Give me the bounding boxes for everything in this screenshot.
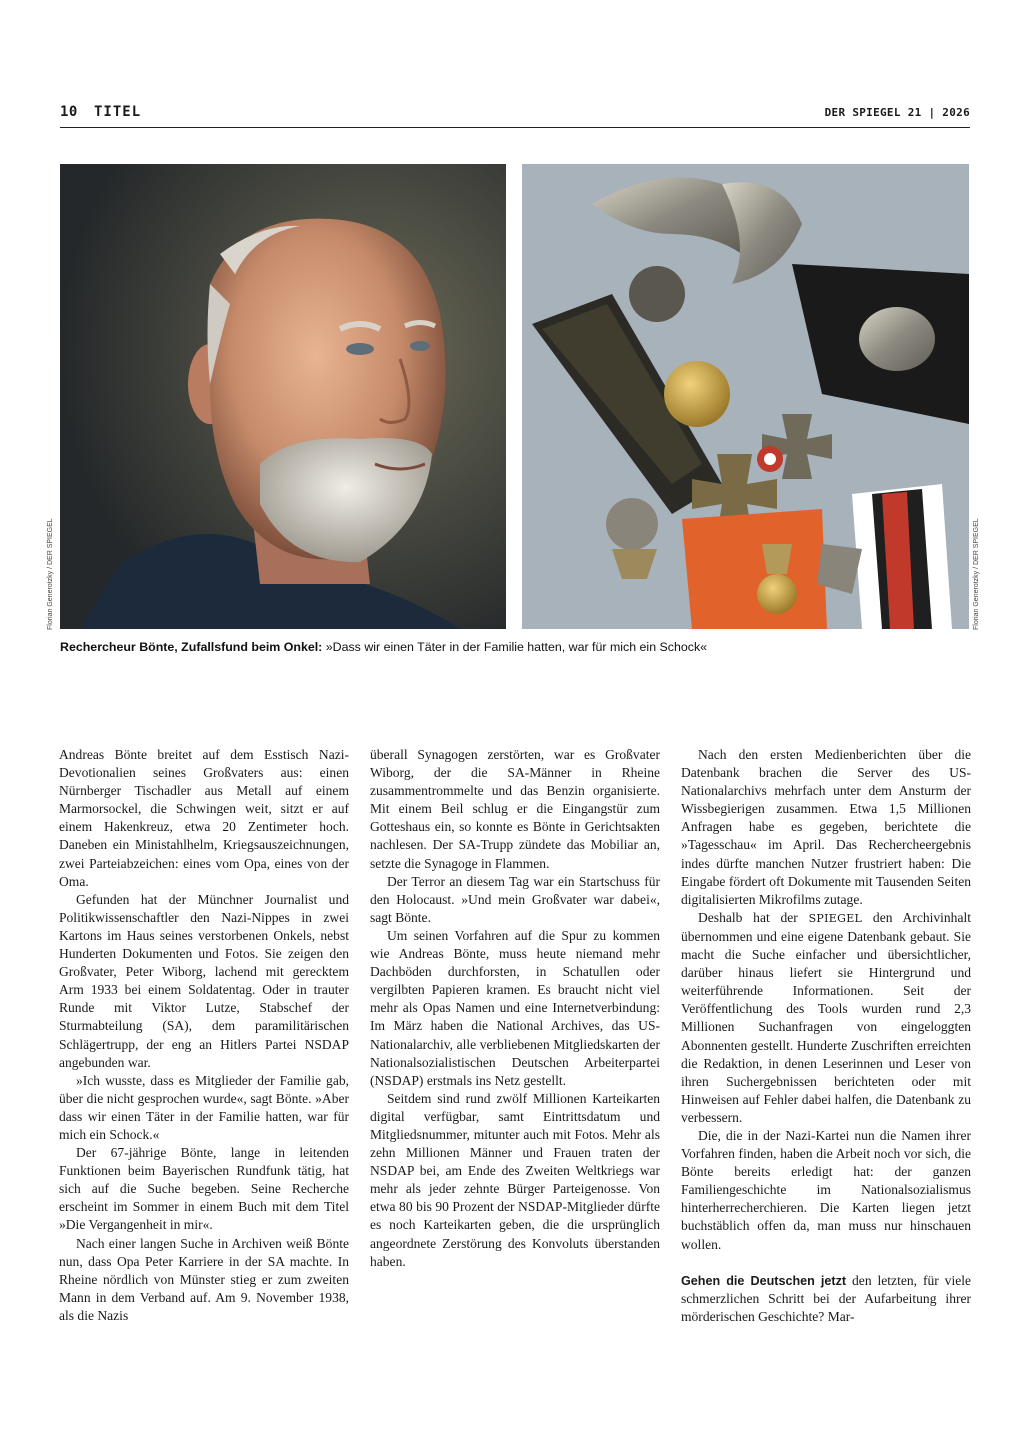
paragraph: Um seinen Vorfahren auf die Spur zu kommen wie Andreas Bönte, muss heute niemand mehr Dachböden durchforsten, in Schatullen oder vergilbten Papieren kramen. Es braucht nicht viel mehr als Opas Namen und eine Internetverbindung: Im März haben die National Archives, das US-Nationalarchiv, alle verbliebenen Mitgliedskarten der Nationalsozialistischen Deutschen Arbeiterpartei (NSDAP) erstmals ins Netz gestellt. <box>370 927 660 1088</box>
paragraph: überall Synagogen zerstörten, war es Großvater Wiborg, der die SA-Männer in Rheine zusammentrommelte und das Benzin organisierte. Mit einem Beil schlug er die Eingangstür zum Gotteshaus ein, so konnte es Bönte in Gerichtsakten nachlesen. Der SA-Trupp zündete das Mobiliar an, setzte die Synagoge in Flammen. <box>370 747 660 871</box>
paragraph: Nach einer langen Suche in Archiven weiß Bönte nun, dass Opa Peter Karriere in der SA machte. In Rheine nördlich von Münster stieg er zum zweiten Mann in dem Verband auf. Am 9. November 1938, als die Nazis <box>59 1235 349 1323</box>
caption-bold: Rechercheur Bönte, Zufallsfund beim Onkel: <box>60 640 323 654</box>
paragraph: Seitdem sind rund zwölf Millionen Karteikarten digital verfügbar, samt Eintrittsdatum und Mitgliedsnummer, mitunter auch mit Fotos. Mehr als zehn Millionen Männer und Frauen traten der NSDAP bei, am Ende des Zweiten Weltkriegs war mehr als jeder zehnte Bürger Parteigenosse. Von etwa 80 bis 90 Prozent der NSDAP-Mitglieder dürfte es noch Karteikarten geben, die die ursprünglich angeordnete Zerstörung des Konvoluts überstanden haben. <box>370 1090 660 1269</box>
paragraph: »Ich wusste, dass es Mitglieder der Familie gab, über die nicht gesprochen wurde«, sagt Bönte. »Aber dass wir einen Täter in der Familie hatten, war für mich ein Schock.« <box>59 1072 349 1142</box>
paragraph-lead <box>681 1272 971 1326</box>
paragraph-text: den Archivinhalt übernommen und eine eigene Datenbank gebaut. Sie macht die Suche einfacher und übersichtlicher, darüber hinaus liefert sie Hintergrund und weiterführende Informationen. Seit der Veröffentlichung des Tools wurden rund 2,3 Millionen Suchanfragen von eingeloggten Abonnenten gestellt. Hunderte Zuschriften erreichten die Redaktion, in denen Leserinnen und Leser von ihren Suchergebnissen berichteten oder mit Hinweisen auf Fehler dabei halfen, die Datenbank zu verbessern. <box>681 909 971 1125</box>
article-column-3 <box>681 746 971 1326</box>
section-label: TITEL <box>94 104 142 120</box>
article-column-1 <box>59 746 349 1325</box>
spiegel-wordmark: SPIEGEL <box>808 911 863 925</box>
lead-in-bold: Gehen die Deutschen jetzt <box>681 1273 847 1288</box>
paragraph: Die, die in der Nazi-Kartei nun die Namen ihrer Vorfahren finden, haben die Arbeit noch vor sich, die Bönte bereits erledigt hat: der ganzen Familiengeschichte im Nationalsozialismus hinterherrecherchieren. Die Karten liegen jetzt buchstäblich offen da, man muss nur hinschauen wollen. <box>681 1127 971 1252</box>
eagle-medals-photo <box>522 164 969 629</box>
article-column-2 <box>370 746 660 1271</box>
paragraph-text: den letzten, für viele schmerzlichen Schritt bei der Aufarbeitung ihrer mörderischen Geschichte? Mar- <box>681 1272 971 1324</box>
page-number: 10 <box>60 104 78 120</box>
photo-credit-right: Florian Generotzky / DER SPIEGEL <box>973 518 980 630</box>
paragraph-text: Deshalb hat der <box>698 909 809 925</box>
paragraph: Der 67-jährige Bönte, lange in leitenden Funktionen beim Bayerischen Rundfunk tätig, hat sich auf die Suche begeben. Seine Recherche erscheint im Sommer in einem Buch mit dem Titel »Die Vergangenheit in mir«. <box>59 1145 349 1233</box>
paragraph: Gefunden hat der Münchner Journalist und Politikwissenschaftler den Nazi-Nippes in zwei Kartons im Haus seines verstorbenen Onkels, nebst Hunderten Dokumenten und Fotos. Sie zeigen den Großvater, Peter Wiborg, lachend mit gerecktem Arm 1933 bei einem Soldatentag. Oder in trauter Runde mit Viktor Lutze, Stabschef der Sturmabteilung (SA), dem paramilitärischen Schlägertrupp, der eng an Hitlers Partei NSDAP angebunden war. <box>59 891 349 1070</box>
photo-caption <box>60 640 970 654</box>
caption-quote: »Dass wir einen Täter in der Familie hatten, war für mich ein Schock« <box>322 640 708 654</box>
paragraph: Der Terror an diesem Tag war ein Startschuss für den Holocaust. »Und mein Großvater war dabei«, sagt Bönte. <box>370 873 660 925</box>
masthead: DER SPIEGEL 21 | 2026 <box>824 106 970 119</box>
portrait-photo <box>60 164 506 629</box>
page-header <box>60 104 970 128</box>
paragraph: Nach den ersten Medienberichten über die Datenbank brachen die Server des US-Nationalarchivs mehrfach unter dem Ansturm der Wissbegierigen zusammen. Etwa 1,5 Millionen Anfragen habe es gegeben, berichtete die »Tagesschau« im April. Das Rechercheergebnis indes dürfte manchen Nutzer frustriert haben: Die Eingabe fördert oft Dokumente mit Tausenden Seiten digitalisierten Mikrofilms zutage. <box>681 747 971 907</box>
paragraph: Andreas Bönte breitet auf dem Esstisch Nazi-Devotionalien seines Großvaters aus: einen Nürnberger Tischadler aus Metall auf einem Marmorsockel, die Schwingen weit, sitzt er auf einem Hakenkreuz, etwa 20 Zentimeter hoch. Daneben ein Ministahlhelm, Kriegsauszeichnungen, zwei Parteiabzeichen: eines vom Opa, eines von der Oma. <box>59 747 349 889</box>
paragraph <box>681 909 971 1127</box>
photo-credit-left: Florian Generotzky / DER SPIEGEL <box>47 518 54 630</box>
